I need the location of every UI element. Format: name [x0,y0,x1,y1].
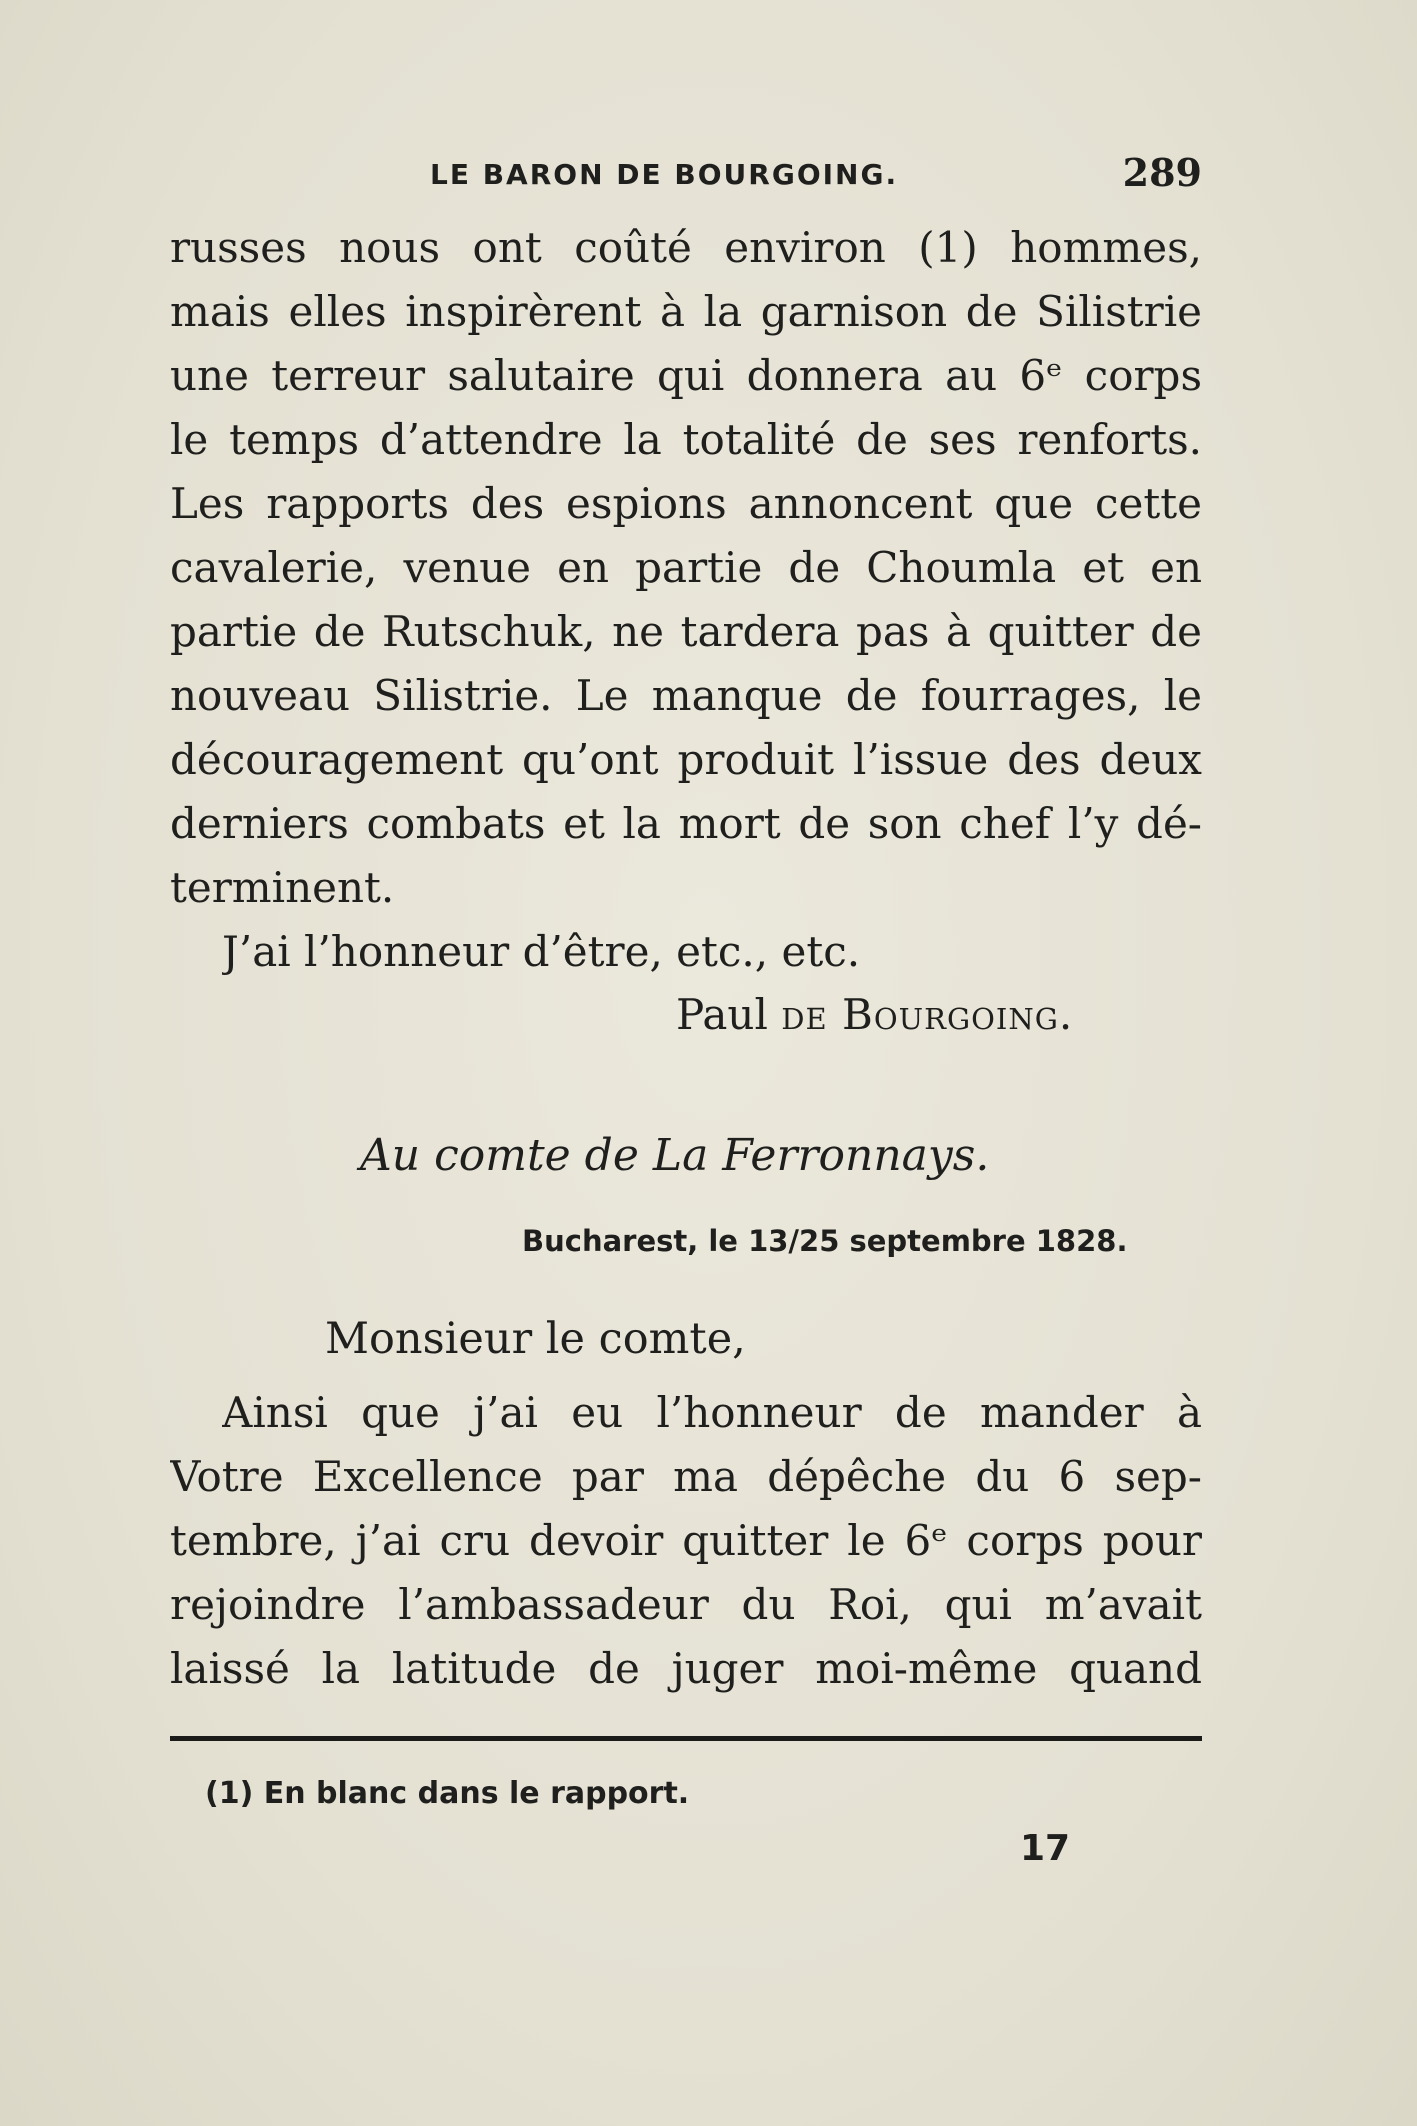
signature-first-name: Paul [676,990,768,1039]
text-line: rejoindre l’ambassadeur du Roi, qui m’avait [170,1580,1202,1629]
closing-formula: J’ai l’honneur d’être, etc., etc. [222,927,861,976]
text-line: russes nous ont coûté environ (1) hommes, [170,223,1202,272]
signature-mark: 17 [1020,1828,1071,1869]
text-line: mais elles inspirèrent à la garnison de Silistrie [170,287,1202,336]
text-line: tembre, j’ai cru devoir quitter le 6ᵉ corps pour [170,1516,1202,1565]
text-line: le temps d’attendre la totalité de ses renforts. [170,415,1202,464]
footnote: (1) En blanc dans le rapport. [205,1776,690,1811]
dateline: Bucharest, le 13/25 septembre 1828. [522,1224,1128,1258]
running-title: LE BARON DE BOURGOING. [430,158,899,191]
text-line: derniers combats et la mort de son chef l’y dé- [170,799,1202,848]
signature-surname: de Bourgoing. [781,990,1074,1039]
text-line: partie de Rutschuk, ne tardera pas à quitter de [170,607,1202,656]
text-line: nouveau Silistrie. Le manque de fourrages, le [170,671,1202,720]
text-line: Ainsi que j’ai eu l’honneur de mander à [222,1388,1202,1437]
page-number: 289 [1122,150,1202,195]
text-line: une terreur salutaire qui donnera au 6ᵉ corps [170,351,1202,400]
footnote-rule [170,1736,1202,1741]
text-line: laissé la latitude de juger moi-même quand [170,1644,1202,1693]
text-line: cavalerie, venue en partie de Choumla et en [170,543,1202,592]
text-line: découragement qu’ont produit l’issue des deux [170,735,1202,784]
running-head [170,150,1202,200]
text-line: Les rapports des espions annoncent que cette [170,479,1202,528]
text-line: Votre Excellence par ma dépêche du 6 sep- [170,1452,1202,1501]
addressee: Au comte de La Ferronnays. [360,1130,990,1181]
signature [676,986,1073,1044]
text-line: terminent. [170,863,395,912]
salutation: Monsieur le comte, [325,1314,746,1364]
